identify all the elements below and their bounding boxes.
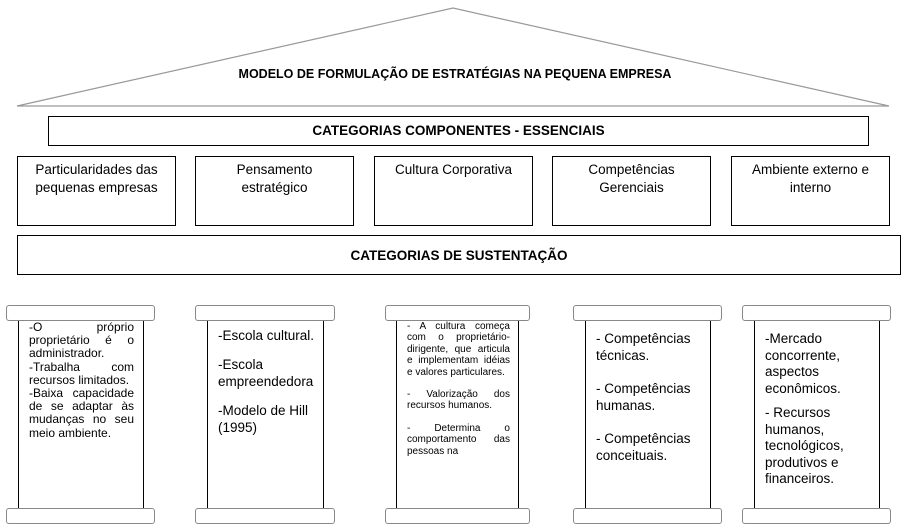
pillar-capital [6,305,155,321]
category-strategic-thinking: Pensamento estratégico [195,156,354,226]
pillar-item: - A cultura começa com o proprietário-dirigente, que articula e implementam idéias e valores particulares. [407,321,510,378]
pillar-small-business [18,321,144,508]
roof-triangle [0,0,910,110]
pillar-managerial-competencies [585,321,711,508]
pillar-item: - Competências conceituais. [596,431,691,463]
diagram-title: MODELO DE FORMULAÇÃO DE ESTRATÉGIAS NA PEQUENA EMPRESA [238,67,672,81]
pillar-item: -Escola cultural. [218,328,315,343]
pillar-strategic-thinking [207,321,324,508]
pillar-item: -Trabalha com recursos limitados. [29,359,134,387]
pillar-capital [742,305,891,321]
category-managerial-competencies: Competências Gerenciais [552,156,711,226]
pillar-item: - Competências humanas. [596,381,691,413]
pillar-item: - Competências técnicas. [596,331,691,363]
pillar-capital [195,305,335,321]
category-corporate-culture: Cultura Corporativa [374,156,533,226]
essential-categories-header: CATEGORIAS COMPONENTES - ESSENCIAIS [48,116,869,146]
pillar-item: - Valorização dos recursos humanos. [407,389,510,412]
pillar-environment [754,321,880,508]
pillar-base [742,508,891,524]
pillar-base [385,508,530,524]
pillar-item: -Escola empreendedora [218,357,314,389]
pillar-item: -Mercado concorrente, aspectos econômicos. [765,331,841,396]
pillar-item: - Determina o comportamento das pessoas na [407,422,510,457]
pillar-item: - Recursos humanos, tecnológicos, produtivos e financeiros. [765,405,844,486]
category-environment: Ambiente externo e interno [731,156,890,226]
pillar-item: -Baixa capacidade de se adaptar às mudanças no seu meio ambiente. [29,386,134,440]
pillar-base [573,508,722,524]
pillar-base [195,508,335,524]
pillar-capital [385,305,530,321]
pillar-capital [573,305,722,321]
category-small-business-particularities: Particularidades das pequenas empresas [17,156,176,226]
pillar-item: -O próprio proprietário é o administrador. [29,321,134,361]
pillar-item: -Modelo de Hill (1995) [218,403,309,435]
pillar-corporate-culture [396,321,519,508]
pillar-base [6,508,155,524]
sustentation-categories-header: CATEGORIAS DE SUSTENTAÇÃO [17,235,901,275]
